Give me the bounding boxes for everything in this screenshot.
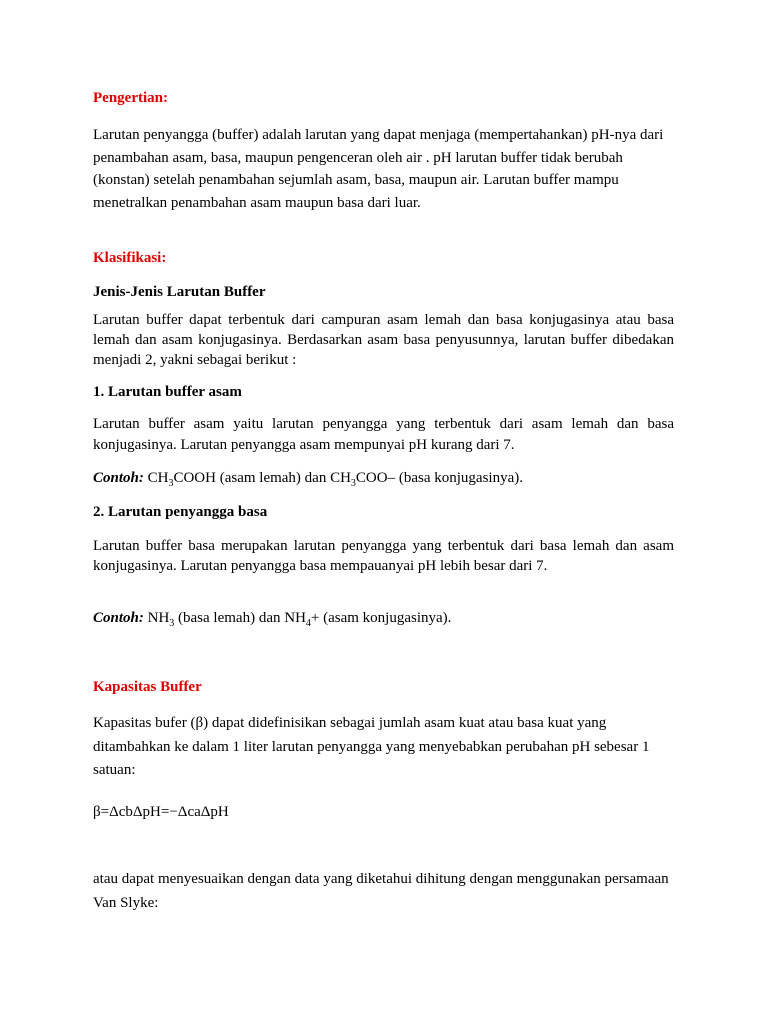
asam-paragraph: Larutan buffer asam yaitu larutan penyangga yang terbentuk dari asam lemah dan basa konjugasinya. Larutan penyangga asam mempunyai pH kurang dari 7. [93, 416, 674, 453]
example-label: Contoh: [93, 610, 144, 626]
asam-heading: 1. Larutan buffer asam [93, 384, 242, 400]
pengertian-paragraph: Larutan penyangga (buffer) adalah larutan yang dapat menjaga (mempertahankan) pH-nya dari penambahan asam, basa, maupun pengenceran oleh air . pH larutan buffer tidak berubah (konstan) setelah penambahan sejumlah asam, basa, maupun air. Larutan buffer mampu menetralkan penambahan asam maupun basa dari luar. [93, 127, 664, 211]
kapasitas-paragraph: Kapasitas bufer (β) dapat didefinisikan sebagai jumlah asam kuat atau basa kuat yang ditambahkan ke dalam 1 liter larutan penyangga yang menyebabkan perubahan pH sebesar 1 satuan: [93, 715, 650, 778]
example-label: Contoh: [93, 470, 144, 486]
basa-heading: 2. Larutan penyangga basa [93, 504, 268, 520]
asam-example: Contoh: $CH_3COOH$ (asam lemah) dan $CH_3COO-$ (basa konjugasinya). [93, 470, 523, 489]
klasifikasi-heading: Klasifikasi: [93, 250, 167, 266]
pengertian-heading: Pengertian: [93, 90, 168, 106]
closing-paragraph: atau dapat menyesuaikan dengan data yang diketahui dihitung dengan menggunakan persamaan Van Slyke: [93, 871, 669, 911]
basa-example: Contoh: $NH_3$ (basa lemah) dan $NH_4+$ (asam konjugasinya). [93, 610, 452, 629]
jenis-heading: Jenis-Jenis Larutan Buffer [93, 284, 266, 300]
jenis-paragraph: Larutan buffer dapat terbentuk dari campuran asam lemah dan basa konjugasinya atau basa lemah dan asam konjugasinya. Berdasarkan asam basa penyusunnya, larutan buffer dibedakan menjadi 2, yakni sebagai berikut : [93, 312, 674, 368]
basa-paragraph: Larutan buffer basa merupakan larutan penyangga yang terbentuk dari basa lemah dan asam konjugasinya. Larutan penyangga basa mempauanyai pH lebih besar dari 7. [93, 538, 674, 574]
kapasitas-heading: Kapasitas Buffer [93, 679, 202, 695]
buffer-capacity-formula: β=ΔcbΔpH=−ΔcaΔpH [93, 804, 229, 820]
